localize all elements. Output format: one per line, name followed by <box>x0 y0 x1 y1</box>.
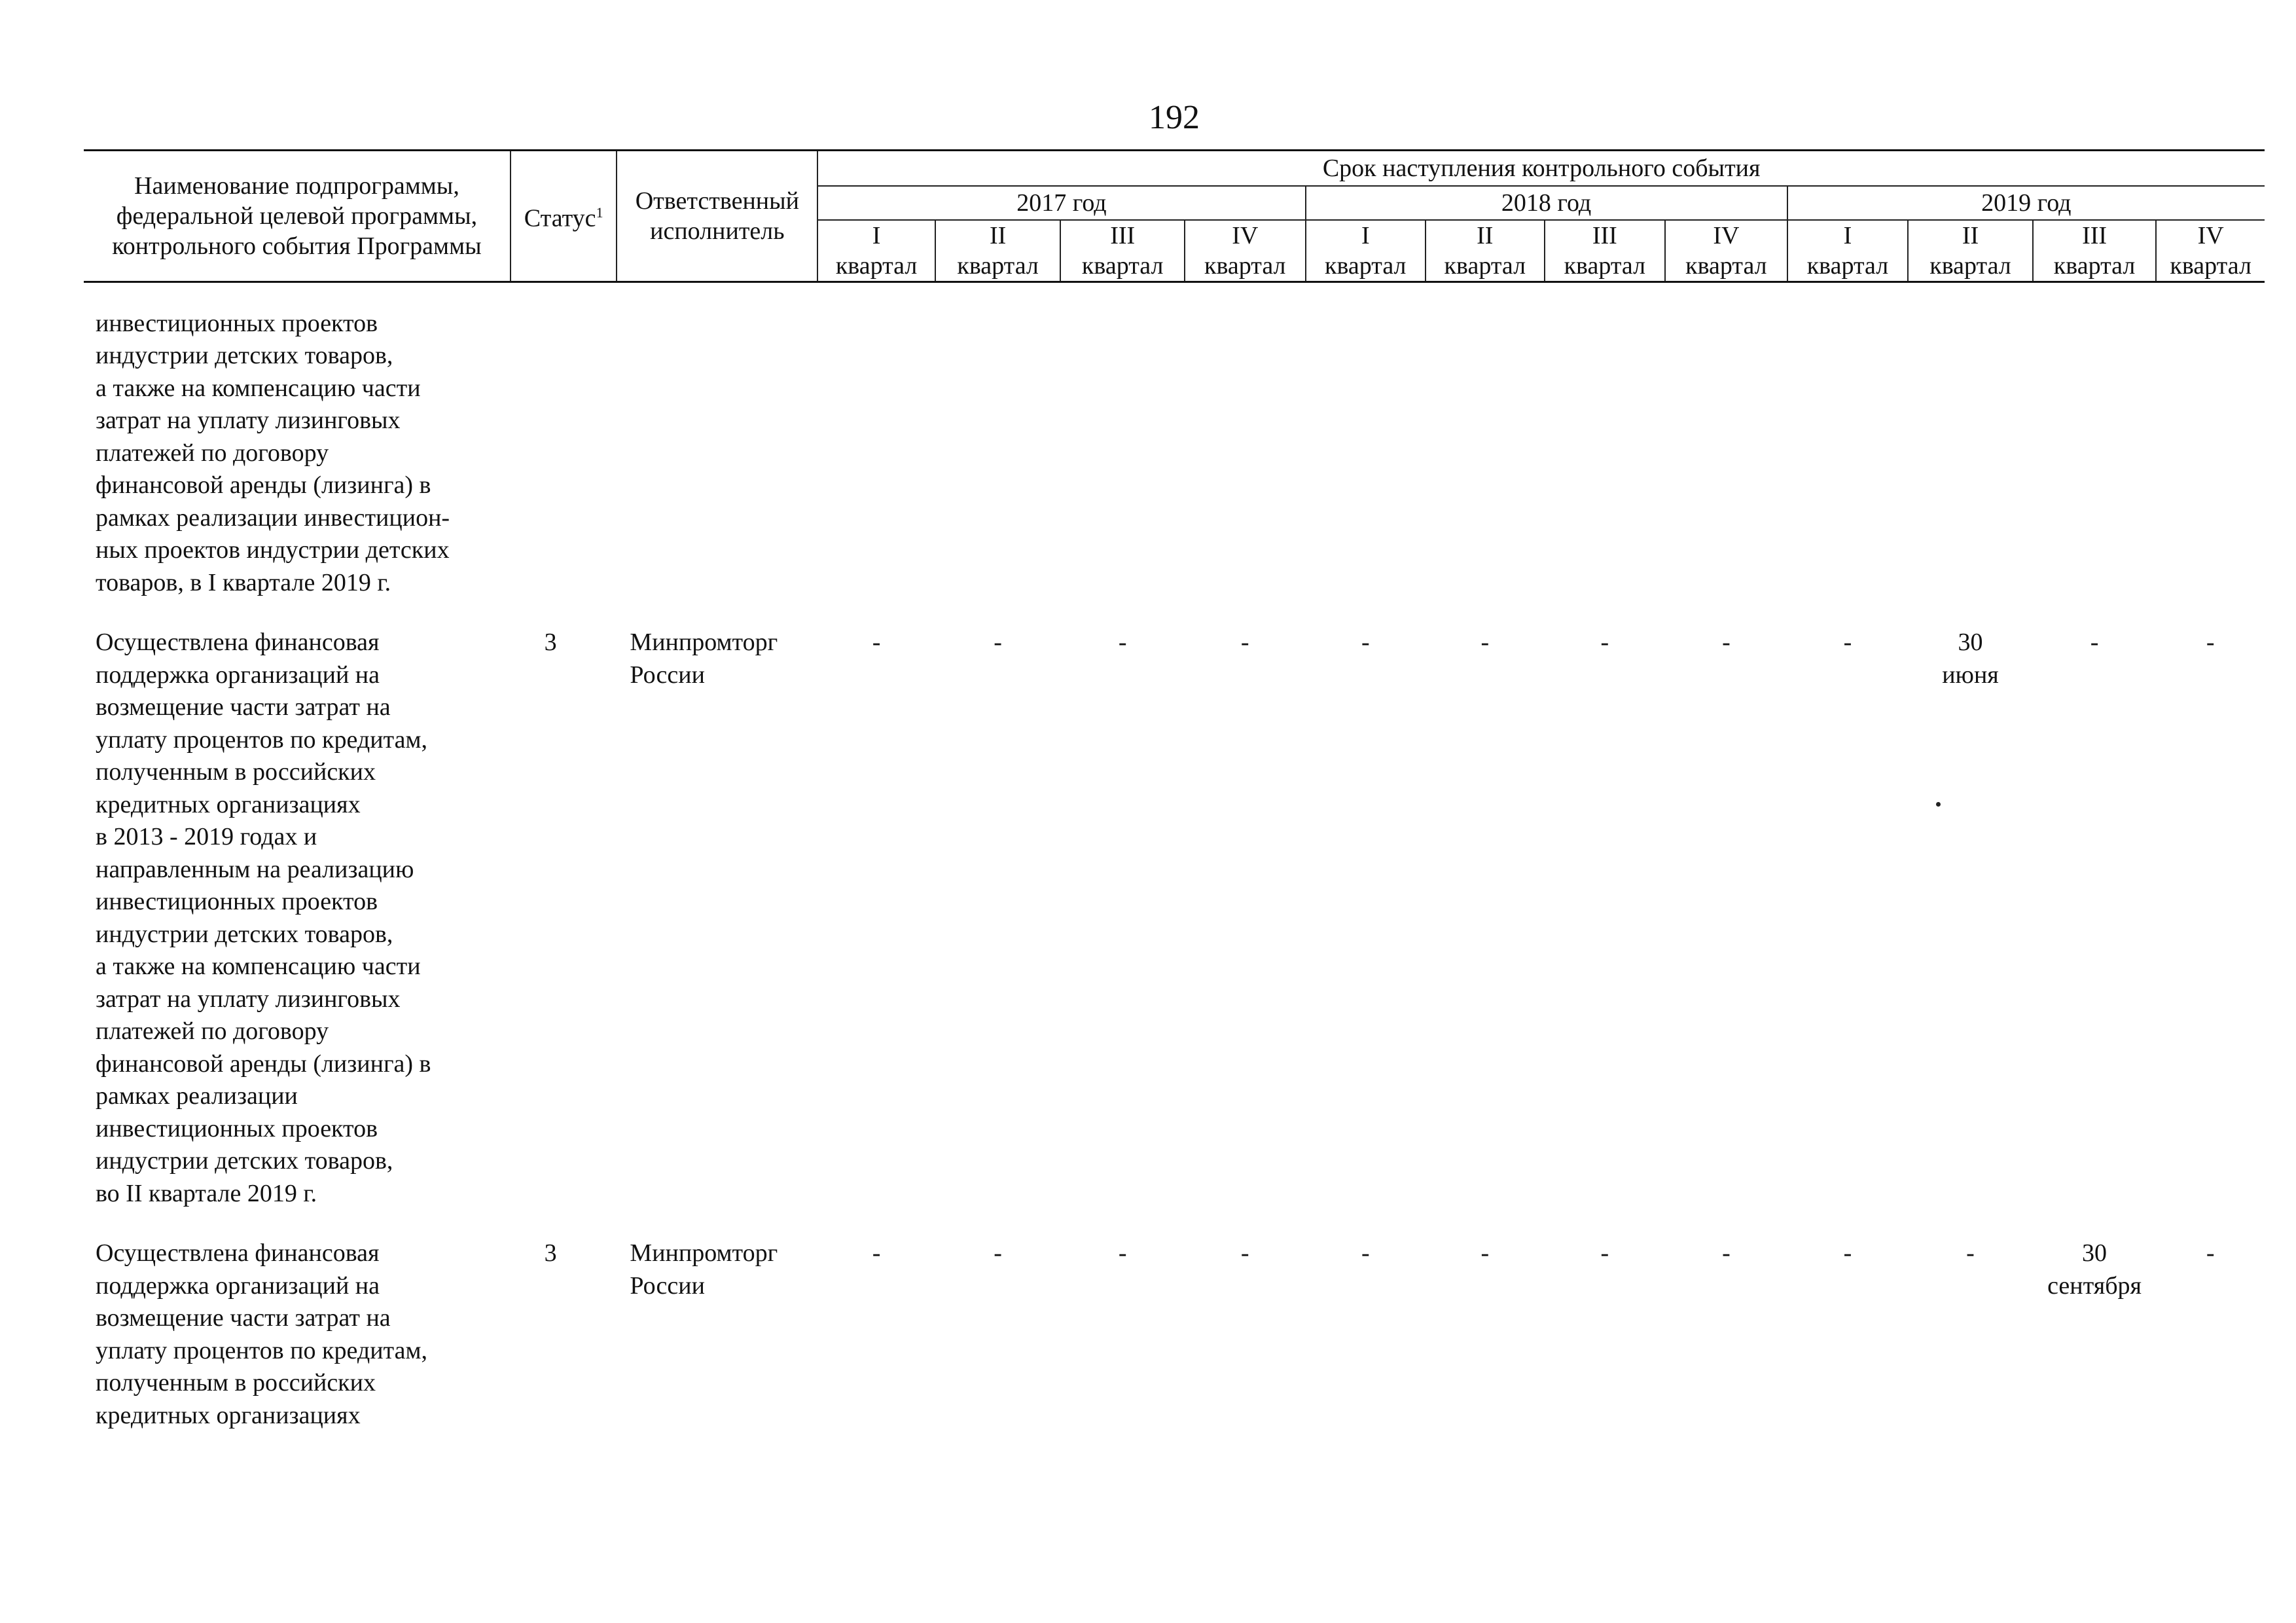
event-name-line: направленным на реализацию <box>96 855 414 883</box>
event-name-line: индустрии детских товаров, <box>96 342 393 369</box>
quarter-deadline <box>817 282 935 599</box>
quarter-deadline <box>817 1210 935 1432</box>
quarter-number: III <box>2082 221 2108 249</box>
event-name-line: финансовой аренды (лизинга) в <box>96 471 431 499</box>
event-name-line: рамках реализации <box>96 1082 298 1110</box>
quarter-deadline <box>2033 1210 2157 1432</box>
header-quarter <box>1306 220 1426 282</box>
quarter-deadline <box>935 1210 1061 1432</box>
event-name-line: полученным в российских <box>96 758 376 786</box>
quarter-number: II <box>989 221 1007 249</box>
quarter-deadline <box>1545 599 1666 1210</box>
event-name-line: во II квартале 2019 г. <box>96 1179 317 1207</box>
quarter-deadline <box>935 599 1061 1210</box>
quarter-number: II <box>1477 221 1494 249</box>
event-name <box>84 599 511 1210</box>
quarter-label: квартал <box>1685 251 1767 280</box>
header-deadline: Срок наступления контрольного события <box>817 151 2265 186</box>
header-executor-column: Ответственный исполнитель <box>617 151 817 282</box>
quarter-deadline <box>2033 282 2157 599</box>
deadline-value: - <box>1480 629 1490 656</box>
deadline-value: - <box>994 629 1002 656</box>
quarter-deadline <box>1665 599 1787 1210</box>
event-executor <box>617 1210 817 1432</box>
deadline-value: - <box>2206 629 2215 656</box>
deadline-value: 30 <box>1958 629 1983 656</box>
quarter-deadline <box>2033 599 2157 1210</box>
quarter-deadline <box>1665 1210 1787 1432</box>
quarter-deadline <box>1185 1210 1306 1432</box>
status-value: 3 <box>544 629 557 656</box>
event-executor <box>617 282 817 599</box>
header-quarter <box>1426 220 1545 282</box>
quarter-deadline <box>2156 282 2265 599</box>
event-name-line: инвестиционных проектов <box>96 1114 378 1142</box>
event-name-line: возмещение части затрат на <box>96 1304 391 1332</box>
quarter-deadline <box>1787 599 1909 1210</box>
stray-mark <box>1936 802 1941 807</box>
deadline-value: - <box>1722 1239 1731 1267</box>
quarter-deadline <box>1426 282 1545 599</box>
deadline-value: - <box>1600 1239 1609 1267</box>
deadline-value: - <box>1600 629 1609 656</box>
deadline-value: - <box>1240 1239 1249 1267</box>
event-name-line: товаров, в I квартале 2019 г. <box>96 568 391 596</box>
event-name-line: уплату процентов по кредитам, <box>96 1336 428 1364</box>
event-status <box>511 599 617 1210</box>
event-name-line: кредитных организациях <box>96 1401 361 1429</box>
quarter-deadline <box>1908 282 2033 599</box>
event-name-line: в 2013 - 2019 годах и <box>96 823 317 850</box>
quarter-label: квартал <box>1564 251 1646 280</box>
quarter-deadline <box>1060 1210 1185 1432</box>
header-quarter <box>1545 220 1666 282</box>
deadline-value: - <box>1361 1239 1370 1267</box>
quarter-deadline <box>1426 599 1545 1210</box>
header-year-2017: 2017 год <box>817 186 1305 220</box>
quarter-deadline <box>1545 282 1666 599</box>
event-name-line: поддержка организаций на <box>96 661 380 689</box>
table-body <box>84 282 2265 1432</box>
quarter-deadline <box>935 282 1061 599</box>
event-name-line: а также на компенсацию части <box>96 374 421 402</box>
quarter-deadline <box>1306 599 1426 1210</box>
deadline-value: - <box>1966 1239 1975 1267</box>
header-quarter <box>2156 220 2265 282</box>
event-status <box>511 282 617 599</box>
executor-line: России <box>630 661 705 689</box>
deadline-value: - <box>872 629 881 656</box>
quarter-deadline <box>1060 282 1185 599</box>
quarter-number: III <box>1592 221 1617 249</box>
quarter-label: квартал <box>2053 251 2136 280</box>
header-quarter <box>1908 220 2033 282</box>
executor-line: России <box>630 1271 705 1300</box>
table-row <box>84 599 2265 1210</box>
quarter-label: квартал <box>2170 251 2251 280</box>
header-quarter <box>1665 220 1787 282</box>
deadline-value: - <box>1480 1239 1490 1267</box>
header-quarter <box>2033 220 2157 282</box>
event-name-line: инвестиционных проектов <box>96 309 378 337</box>
quarter-deadline <box>1545 1210 1666 1432</box>
quarter-number: I <box>872 221 881 249</box>
quarter-deadline <box>1306 1210 1426 1432</box>
deadline-value: - <box>1843 629 1852 656</box>
page-number: 192 <box>1149 99 1200 136</box>
quarter-deadline <box>1185 282 1306 599</box>
event-name-line: затрат на уплату лизинговых <box>96 985 401 1013</box>
event-executor <box>617 599 817 1210</box>
deadline-value: 30 <box>2082 1239 2108 1267</box>
event-name-line: индустрии детских товаров, <box>96 920 393 948</box>
header-quarter <box>1787 220 1909 282</box>
status-value: 3 <box>544 1239 557 1267</box>
executor-line: Минпромторг <box>630 629 778 656</box>
event-name-line: платежей по договору <box>96 439 329 467</box>
quarter-label: квартал <box>957 251 1039 280</box>
event-name-line: финансовой аренды (лизинга) в <box>96 1049 431 1078</box>
quarter-number: IV <box>1232 221 1259 249</box>
quarter-deadline <box>817 599 935 1210</box>
quarter-deadline <box>1787 1210 1909 1432</box>
event-name-line: индустрии детских товаров, <box>96 1147 393 1175</box>
header-quarter <box>1185 220 1306 282</box>
quarter-deadline <box>1908 599 2033 1210</box>
event-name-line: а также на компенсацию части <box>96 953 421 980</box>
quarter-deadline <box>1787 282 1909 599</box>
quarter-deadline <box>2156 1210 2265 1432</box>
quarter-deadline <box>2156 599 2265 1210</box>
table-row <box>84 282 2265 599</box>
header-status-column: Статус$^1$ <box>511 151 617 282</box>
quarter-deadline <box>1908 1210 2033 1432</box>
event-name-line: Осуществлена финансовая <box>96 1239 380 1267</box>
quarter-label: квартал <box>1444 251 1526 280</box>
deadline-value: - <box>2090 629 2099 656</box>
quarter-number: IV <box>1713 221 1740 249</box>
event-name-line: платежей по договору <box>96 1017 329 1045</box>
header-name-column: Наименование подпрограммы, федеральной целевой программы, контрольного события Программы <box>84 151 511 282</box>
header-quarter <box>935 220 1061 282</box>
header-year-2019: 2019 год <box>1787 186 2265 220</box>
quarter-label: квартал <box>1081 251 1164 280</box>
event-name-line: Осуществлена финансовая <box>96 629 380 656</box>
quarter-number: IV <box>2197 221 2224 249</box>
event-name-line: затрат на уплату лизинговых <box>96 407 401 434</box>
event-name <box>84 1210 511 1432</box>
quarter-deadline <box>1060 599 1185 1210</box>
quarter-number: I <box>1361 221 1370 249</box>
header-quarter <box>1060 220 1185 282</box>
table-row <box>84 1210 2265 1432</box>
deadline-value: сентября <box>2047 1271 2142 1300</box>
quarter-label: квартал <box>1806 251 1889 280</box>
deadline-value: - <box>1118 629 1127 656</box>
event-name-line: инвестиционных проектов <box>96 888 378 915</box>
event-name <box>84 282 511 599</box>
executor-line: Минпромторг <box>630 1239 778 1267</box>
header-quarter <box>817 220 935 282</box>
table-header <box>84 151 2265 282</box>
event-name-line: поддержка организаций на <box>96 1271 380 1300</box>
quarter-deadline <box>1306 282 1426 599</box>
deadline-value: - <box>994 1239 1002 1267</box>
event-name-line: ных проектов индустрии детских <box>96 536 450 564</box>
deadline-value: - <box>2206 1239 2215 1267</box>
header-year-2018: 2018 год <box>1306 186 1787 220</box>
deadline-value: - <box>1843 1239 1852 1267</box>
event-name-line: полученным в российских <box>96 1369 376 1396</box>
deadline-value: - <box>1240 629 1249 656</box>
quarter-deadline <box>1426 1210 1545 1432</box>
event-status <box>511 1210 617 1432</box>
control-events-table <box>84 149 2265 1432</box>
deadline-value: - <box>872 1239 881 1267</box>
quarter-label: квартал <box>1325 251 1407 280</box>
quarter-number: I <box>1843 221 1852 249</box>
deadline-value: - <box>1361 629 1370 656</box>
deadline-value: - <box>1722 629 1731 656</box>
deadline-value: - <box>1118 1239 1127 1267</box>
quarter-number: II <box>1962 221 1979 249</box>
quarter-label: квартал <box>1204 251 1286 280</box>
quarter-number: III <box>1110 221 1136 249</box>
deadline-value: июня <box>1942 661 1999 689</box>
event-name-line: кредитных организациях <box>96 790 361 818</box>
event-name-line: уплату процентов по кредитам, <box>96 725 428 754</box>
quarter-deadline <box>1665 282 1787 599</box>
event-name-line: рамках реализации инвестицион- <box>96 503 450 532</box>
event-name-line: возмещение части затрат на <box>96 693 391 721</box>
quarter-label: квартал <box>1929 251 2011 280</box>
quarter-label: квартал <box>835 251 918 280</box>
quarter-deadline <box>1185 599 1306 1210</box>
